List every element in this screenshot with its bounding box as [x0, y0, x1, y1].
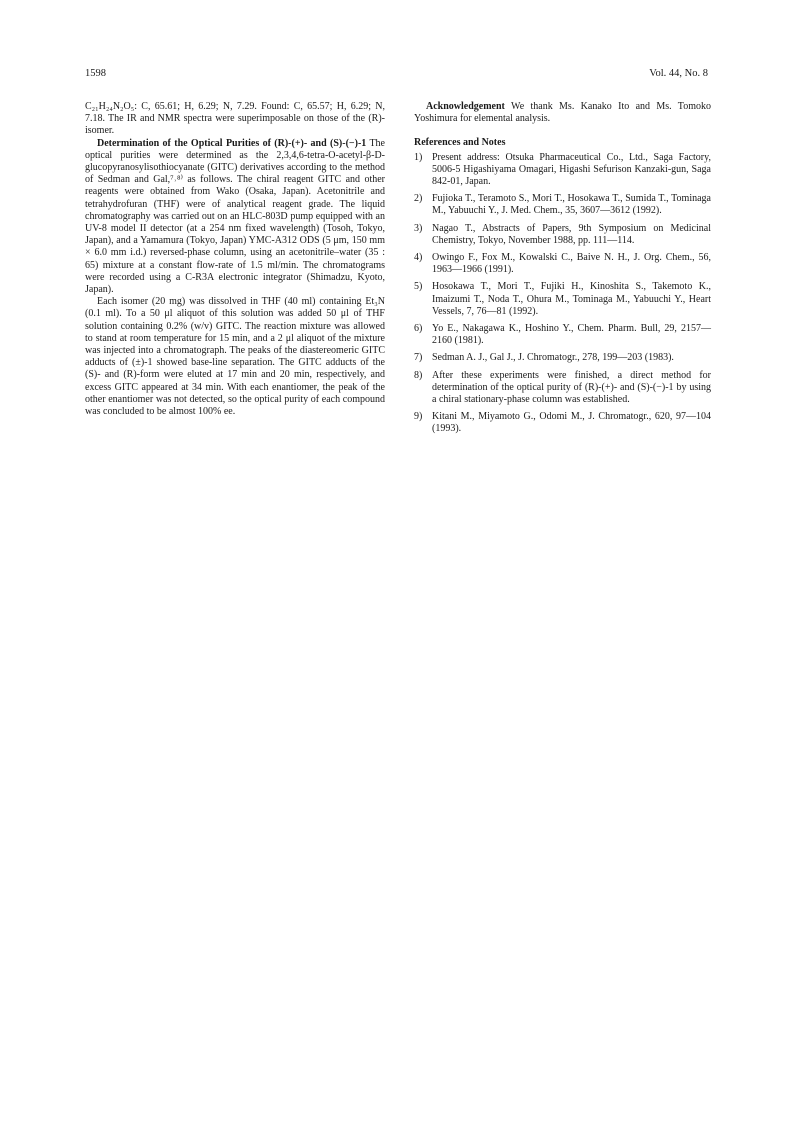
acknowledgement-paragraph: [414, 101, 711, 125]
reference-item: [414, 152, 711, 189]
journal-issue: Vol. 44, No. 8: [649, 68, 708, 79]
left-column: [85, 101, 385, 418]
reference-list: [414, 152, 711, 436]
reference-text: After these experiments were finished, a direct method for determination of the optical purity of (R)-(+)- and (S)-(−)-1 by using a chiral stationary-phase column was established.: [432, 369, 711, 406]
reference-text: Nagao T., Abstracts of Papers, 9th Symposium on Medicinal Chemistry, Tokyo, November 1988, pp. 111—114.: [432, 222, 711, 246]
reference-text: Owingo F., Fox M., Kowalski C., Baive N. H., J. Org. Chem., 56, 1963—1966 (1991).: [432, 252, 711, 276]
reference-item: [414, 281, 711, 318]
page-number: 1598: [85, 68, 106, 79]
reference-text: Kitani M., Miyamoto G., Odomi M., J. Chromatogr., 620, 97—104 (1993).: [432, 411, 711, 435]
reference-text: Yo E., Nakagawa K., Hoshino Y., Chem. Pharm. Bull, 29, 2157—2160 (1981).: [432, 323, 711, 347]
elemental-analysis-text: C₂₁H₂₄N₂O₅: C, 65.61; H, 6.29; N, 7.29. Found: C, 65.57; H, 6.29; N, 7.18. The IR and NMR spectra were superimposable on those of the (R)-isomer.: [85, 101, 385, 137]
reference-text: Fujioka T., Teramoto S., Mori T., Hosokawa T., Sumida T., Tominaga M., Yabuuchi Y., J. Med. Chem., 35, 3607—3612 (1992).: [432, 193, 711, 217]
optical-purity-paragraph: [85, 138, 385, 297]
acknowledgement-body: We thank Ms. Kanako Ito and Ms. Tomoko Yoshimura for elemental analysis.: [414, 101, 711, 125]
reference-item: [414, 411, 711, 435]
right-column: [414, 101, 711, 441]
reference-number: 3): [414, 222, 423, 234]
page-header: [85, 68, 708, 84]
reference-item: [414, 193, 711, 217]
section-heading: Determination of the Optical Purities of (R)-(+)- and (S)-(−)-1: [97, 137, 367, 149]
reference-number: 8): [414, 369, 423, 381]
reference-number: 2): [414, 193, 423, 205]
reference-item: [414, 352, 711, 364]
optical-purity-body: The optical purities were determined as the 2,3,4,6-tetra-O-acetyl-β-D-glucopyranosylisothiocyanate (GITC) derivatives according to the method of Sedman and Gal,⁷˒⁸⁾ as follows. The chiral reagent GITC and other reagents were obtained from Wako (Osaka, Japan). Acetonitrile and tetrahydrofuran (THF) were of analytical reagent grade. The liquid chromatography was carried out on an HLC-803D pump equipped with an UV-8 model II detector (at a 254 nm fixed wavelength) (Tosoh, Tokyo, Japan), and a Yamamura (Tokyo, Japan) YMC-A312 ODS (5 μm, 150 mm × 6.0 mm i.d.) reversed-phase column, using an acetonitrile–water (35 : 65) mixture at a constant flow-rate of 1.5 ml/min. The chromatograms were recorded using a C-R3A electronic integrator (Shimadzu, Kyoto, Japan).: [85, 137, 385, 296]
reference-text: Sedman A. J., Gal J., J. Chromatogr., 278, 199—203 (1983).: [432, 352, 674, 364]
references-heading: References and Notes: [414, 137, 506, 149]
reference-item: [414, 323, 711, 347]
reference-number: 1): [414, 151, 423, 163]
reference-number: 6): [414, 323, 423, 335]
reference-number: 5): [414, 281, 423, 293]
acknowledgement-heading: Acknowledgement: [426, 101, 505, 112]
reference-text: Hosokawa T., Mori T., Fujiki H., Kinoshita S., Takemoto K., Imaizumi T., Noda T., Ohura M., Tominaga M., Yabuuchi Y., Heart Vessels, 7, 76—81 (1992).: [432, 281, 711, 317]
reference-item: [414, 223, 711, 247]
reference-item: [414, 370, 711, 407]
reference-number: 7): [414, 352, 423, 364]
reference-text: Present address: Otsuka Pharmaceutical Co., Ltd., Saga Factory, 5006-5 Higashiyama Omagari, Higashi Sefurison Kanzaki-gun, Saga 842-01, Japan.: [432, 151, 711, 188]
reference-number: 4): [414, 252, 423, 264]
procedure-paragraph: Each isomer (20 mg) was dissolved in THF (40 ml) containing Et₃N (0.1 ml). To a 50 μl aliquot of this solution was added 50 μl of THF solution containing 0.2% (w/v) GITC. The reaction mixture was allowed to stand at room temperature for 15 min, and a 2 μl aliquot of the mixture was injected into a chromatograph. The peaks of the diastereomeric GITC adducts of (±)-1 showed base-line separation. The GITC adducts of the (S)- and (R)-form were eluted at 17 min and 20 min, respectively, and excess GITC appeared at 34 min. With each enantiomer, the peak of the other enantiomer was not detected, so the optical purity of each compound was concluded to be almost 100% ee.: [85, 296, 385, 418]
reference-item: [414, 252, 711, 276]
reference-number: 9): [414, 411, 423, 423]
